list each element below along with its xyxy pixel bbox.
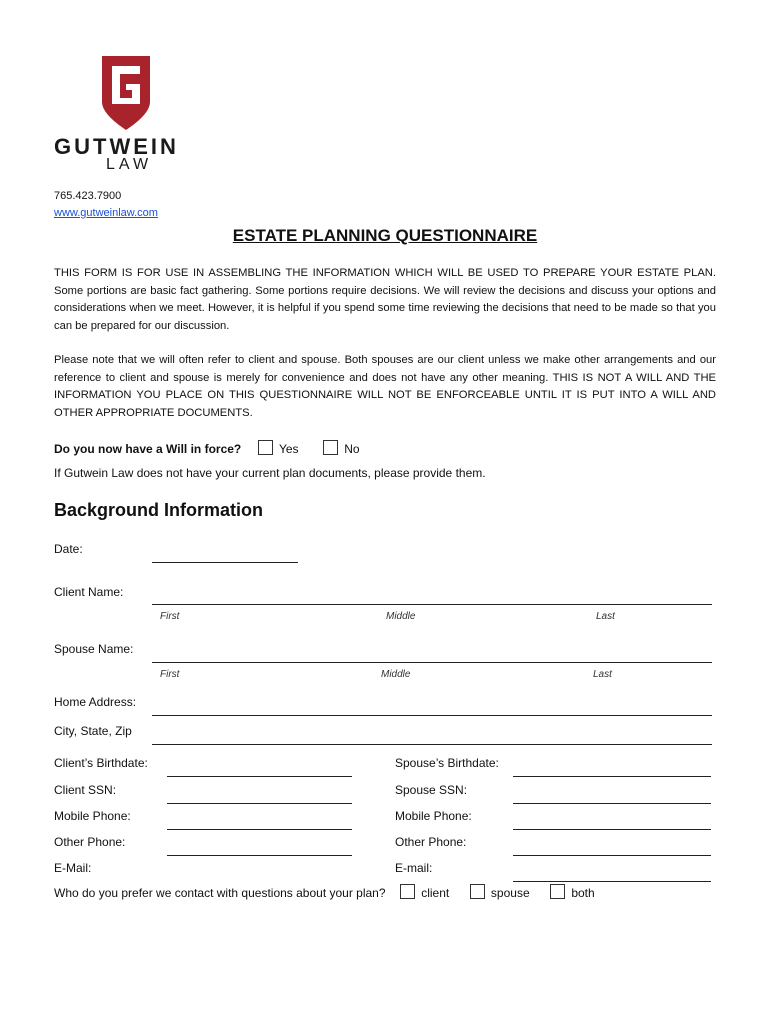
intro-paragraph-1: THIS FORM IS FOR USE IN ASSEMBLING THE INFORMATION WHICH WILL BE USED TO PREPARE YOUR ESTATE PLAN. Some portions are basic fact gathering. Some portions require decisions. We will review the decisions and discuss your options and considerations when we meet. However, it is helpful if you spend some time reviewing the decisions that need to be made so that you can be prepared for our discussion.	[54, 267, 716, 332]
home-address-field[interactable]	[152, 715, 712, 716]
city-state-zip-label: City, State, Zip	[54, 724, 132, 738]
client-other-phone-field[interactable]	[167, 855, 352, 856]
documents-note: If Gutwein Law does not have your current plan documents, please provide them.	[54, 466, 486, 480]
contact-preference	[54, 884, 595, 900]
spouse-other-phone-field[interactable]	[513, 855, 711, 856]
will-no-label: No	[344, 442, 360, 456]
spouse-last-caption: Last	[593, 669, 612, 680]
client-ssn-label: Client SSN:	[54, 783, 117, 797]
prefer-spouse-label: spouse	[490, 886, 530, 900]
spouse-first-caption: First	[160, 669, 180, 680]
client-first-caption: First	[160, 611, 180, 622]
client-mobile-field[interactable]	[167, 829, 352, 830]
spouse-ssn-label: Spouse SSN:	[395, 783, 468, 797]
intro-paragraph-2: Please note that we will often refer to client and spouse. Both spouses are our client unless we make other arrangements and our reference to client and spouse is merely for convenience and does not have any other meaning. THIS IS NOT A WILL AND THE INFORMATION YOU PLACE ON THIS QUESTIONNAIRE WILL NOT BE ENFORCEABLE UNTIL IT IS PUT INTO A WILL AND OTHER APPROPRIATE DOCUMENTS.	[54, 354, 716, 419]
client-name-field[interactable]	[152, 604, 712, 605]
client-middle-caption: Middle	[386, 611, 416, 622]
client-mobile-label: Mobile Phone:	[54, 809, 131, 823]
client-birthdate-label: Client’s Birthdate:	[54, 756, 148, 770]
prefer-client-label: client	[421, 886, 450, 900]
will-question	[54, 440, 360, 456]
spouse-name-label: Spouse Name:	[54, 642, 134, 656]
will-no-checkbox[interactable]	[323, 440, 338, 455]
spouse-email-label: E-mail:	[395, 861, 433, 875]
shield-g-icon	[54, 54, 204, 134]
spouse-birthdate-label: Spouse’s Birthdate:	[395, 756, 499, 770]
client-birthdate-field[interactable]	[167, 776, 352, 777]
city-state-zip-field[interactable]	[152, 744, 712, 745]
prefer-both-label: both	[571, 886, 595, 900]
prefer-client-checkbox[interactable]	[400, 884, 415, 899]
client-name-label: Client Name:	[54, 585, 124, 599]
gutwein-law-logo	[54, 54, 204, 173]
logo-wordmark: GUTWEIN	[54, 134, 179, 159]
date-label: Date:	[54, 542, 83, 556]
client-last-caption: Last	[596, 611, 615, 622]
will-yes-label: Yes	[278, 442, 299, 456]
spouse-birthdate-field[interactable]	[513, 776, 711, 777]
spouse-email-field[interactable]	[513, 881, 711, 882]
prefer-both-checkbox[interactable]	[550, 884, 565, 899]
phone-number: 765.423.7900	[54, 190, 122, 202]
website-link[interactable]: www.gutweinlaw.com	[54, 207, 158, 219]
date-field[interactable]	[152, 562, 298, 563]
background-heading: Background Information	[54, 500, 264, 520]
prefer-spouse-checkbox[interactable]	[470, 884, 485, 899]
contact-preference-label: Who do you prefer we contact with questions about your plan?	[54, 886, 386, 900]
page-title: ESTATE PLANNING QUESTIONNAIRE	[232, 226, 538, 245]
will-yes-checkbox[interactable]	[258, 440, 273, 455]
home-address-label: Home Address:	[54, 695, 137, 709]
spouse-mobile-field[interactable]	[513, 829, 711, 830]
logo-subtext: LAW	[106, 156, 153, 173]
spouse-mobile-label: Mobile Phone:	[395, 809, 472, 823]
client-email-label: E-Mail:	[54, 861, 92, 875]
spouse-other-phone-label: Other Phone:	[395, 835, 467, 849]
client-ssn-field[interactable]	[167, 803, 352, 804]
spouse-middle-caption: Middle	[381, 669, 411, 680]
spouse-name-field[interactable]	[152, 662, 712, 663]
will-question-label: Do you now have a Will in force?	[54, 442, 242, 456]
client-other-phone-label: Other Phone:	[54, 835, 126, 849]
spouse-ssn-field[interactable]	[513, 803, 711, 804]
